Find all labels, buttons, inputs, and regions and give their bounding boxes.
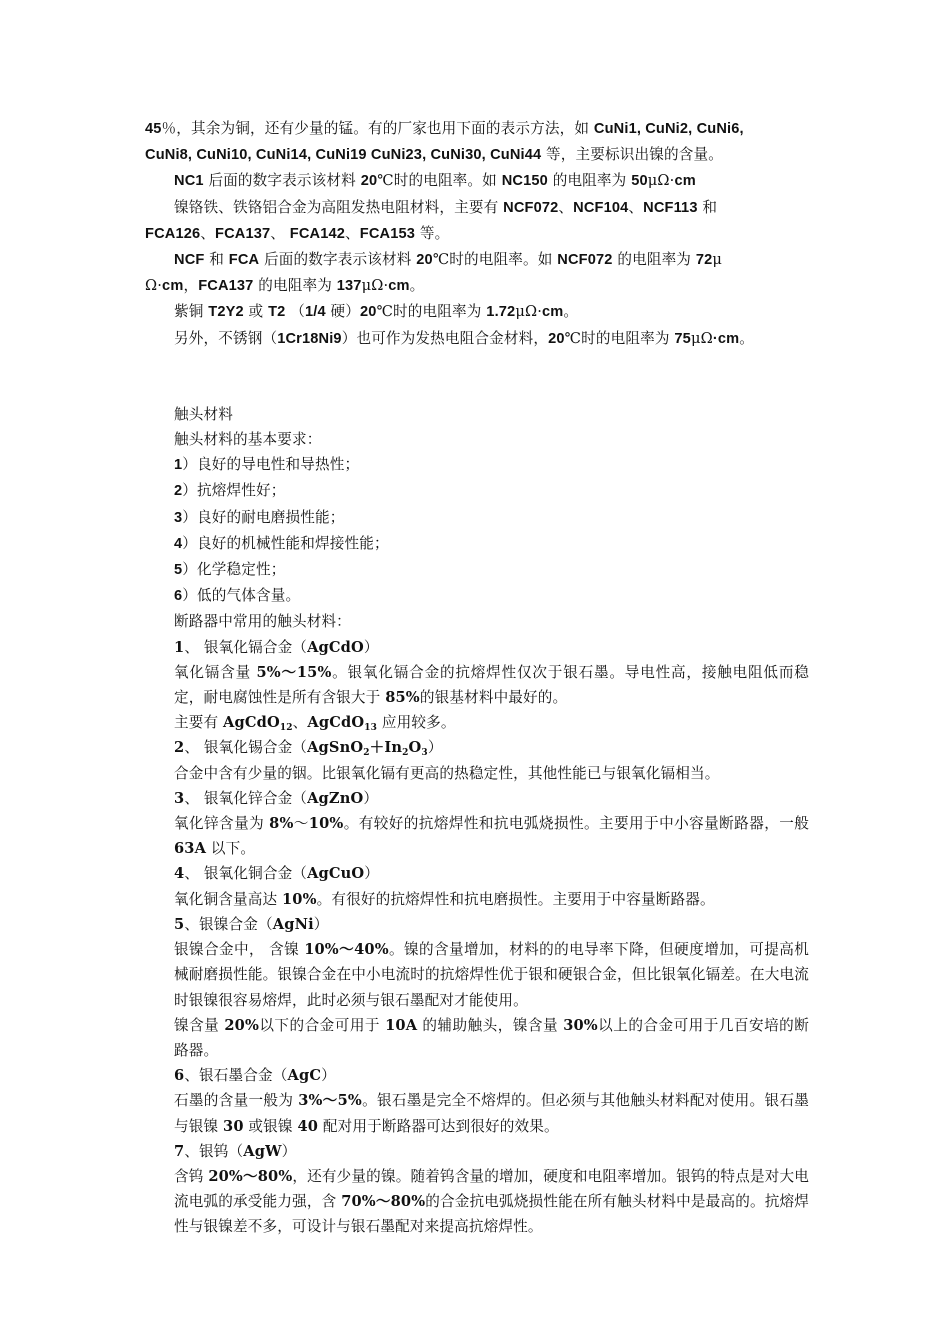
paragraph: 石墨的含量一般为 3%～5%。银石墨是完全不熔焊的。但必须与其他触头材料配对使用。银石墨与银镍 30 或银镍 40 配对用于断路器可达到很好的效果。 [174,1092,810,1135]
paragraph: 镍含量 20%以下的合金可用于 10A 的辅助触头，镍含量 30%以上的合金可用于几百安培的断路器。 [174,1016,809,1059]
paragraph-line: 合金中含有少量的铟。比银氧化镉有更高的热稳定性，其他性能已与银氧化镉相当。 [174,764,720,782]
paragraph: 氧化锌含量为 8%～10%。有较好的抗熔焊性和抗电弧烧损性。主要用于中小容量断路器，一般 63A 以下。 [174,815,809,858]
paragraph-line: FCA126、FCA137、 FCA142、FCA153 等。 [145,224,450,242]
list-item: 5）化学稳定性； [174,561,286,579]
list-item: 1）良好的导电性和导热性； [174,456,360,474]
document-page [145,116,809,1240]
paragraph-line: 紫铜 T2Y2 或 T2 （1/4 硬）20℃时的电阻率为 1.72μΩ·cm。 [174,303,579,321]
paragraph-line: NC1 后面的数字表示该材料 20℃时的电阻率。如 NC150 的电阻率为 50μΩ·cm [174,172,696,190]
paragraph-line: 主要有 AgCdO$_{12}$、AgCdO$_{13}$ 应用较多。 [174,714,456,734]
paragraph: 氧化镉含量 5%～15%。银氧化镉合金的抗熔焊性仅次于银石墨。导电性高，接触电阻低而稳定，耐电腐蚀性是所有含银大于 85%的银基材料中最好的。 [174,663,809,707]
paragraph-line: 氧化铜含量高达 10%。有很好的抗熔焊性和抗电磨损性。主要用于中容量断路器。 [174,890,715,908]
section-spacer [145,352,809,402]
list-item: 2）抗熔焊性好； [174,482,286,500]
list-item: 3）良好的耐电磨损性能； [174,508,345,526]
paragraph-line: NCF 和 FCA 后面的数字表示该材料 20℃时的电阻率。如 NCF072 的电阻率为 72μ [174,251,723,269]
subsection-heading: 1、 银氧化镉合金（AgCdO） [174,638,379,656]
list-item: 6）低的气体含量。 [174,587,301,605]
subsection-heading: 5、银镍合金（AgNi） [174,915,329,933]
paragraph-line: 45％，其余为铜，还有少量的锰。有的厂家也用下面的表示方法，如 CuNi1, CuNi2, CuNi6, [145,120,744,137]
paragraph-line: Ω·cm，FCA137 的电阻率为 137μΩ·cm。 [145,277,425,295]
paragraph-line: 另外，不锈钢（1Cr18Ni9）也可作为发热电阻合金材料，20℃时的电阻率为 75μΩ·cm。 [174,329,754,347]
subsection-heading: 6、银石墨合金（AgC） [174,1067,336,1085]
paragraph-line: 触头材料的基本要求： [174,431,322,449]
subsection-heading: 4、 银氧化铜合金（AgCuO） [174,865,380,883]
paragraph: 银镍合金中， 含镍 10%～40%。镍的含量增加，材料的的电导率下降，但硬度增加，可提高机械耐磨损性能。银镍合金在中小电流时的抗熔焊性优于银和硬银合金，但比银氧化镉差。在大电流时银镍很容易熔焊，此时必须与银石墨配对才能使用。 [174,941,810,1009]
paragraph: 含钨 20%～80%，还有少量的镍。随着钨含量的增加，硬度和电阻率增加。银钨的特点是对大电流电弧的承受能力强，含 70%～80%的合金抗电弧烧损性能在所有触头材料中是最高的。抗熔焊性与银镍差不多，可设计与银石墨配对来提高抗熔焊性。 [174,1167,809,1236]
list-item: 4）良好的机械性能和焊接性能； [174,534,389,552]
paragraph-line: 镍铬铁、铁铬铝合金为高阻发热电阻材料，主要有 NCF072、NCF104、NCF113 和 [174,198,718,216]
subsection-heading: 2、 银氧化锡合金$(AgSnO_2+In_2O_3)$ [174,739,443,759]
paragraph-line: CuNi8, CuNi10, CuNi14, CuNi19 CuNi23, CuNi30, CuNi44 等，主要标识出镍的含量。 [145,146,723,164]
paragraph-line: 断路器中常用的触头材料： [174,613,351,631]
subsection-heading: 7、银钨（AgW） [174,1142,297,1160]
subsection-heading: 3、 银氧化锌合金（AgZnO） [174,789,379,807]
section-title: 触头材料 [174,405,233,423]
